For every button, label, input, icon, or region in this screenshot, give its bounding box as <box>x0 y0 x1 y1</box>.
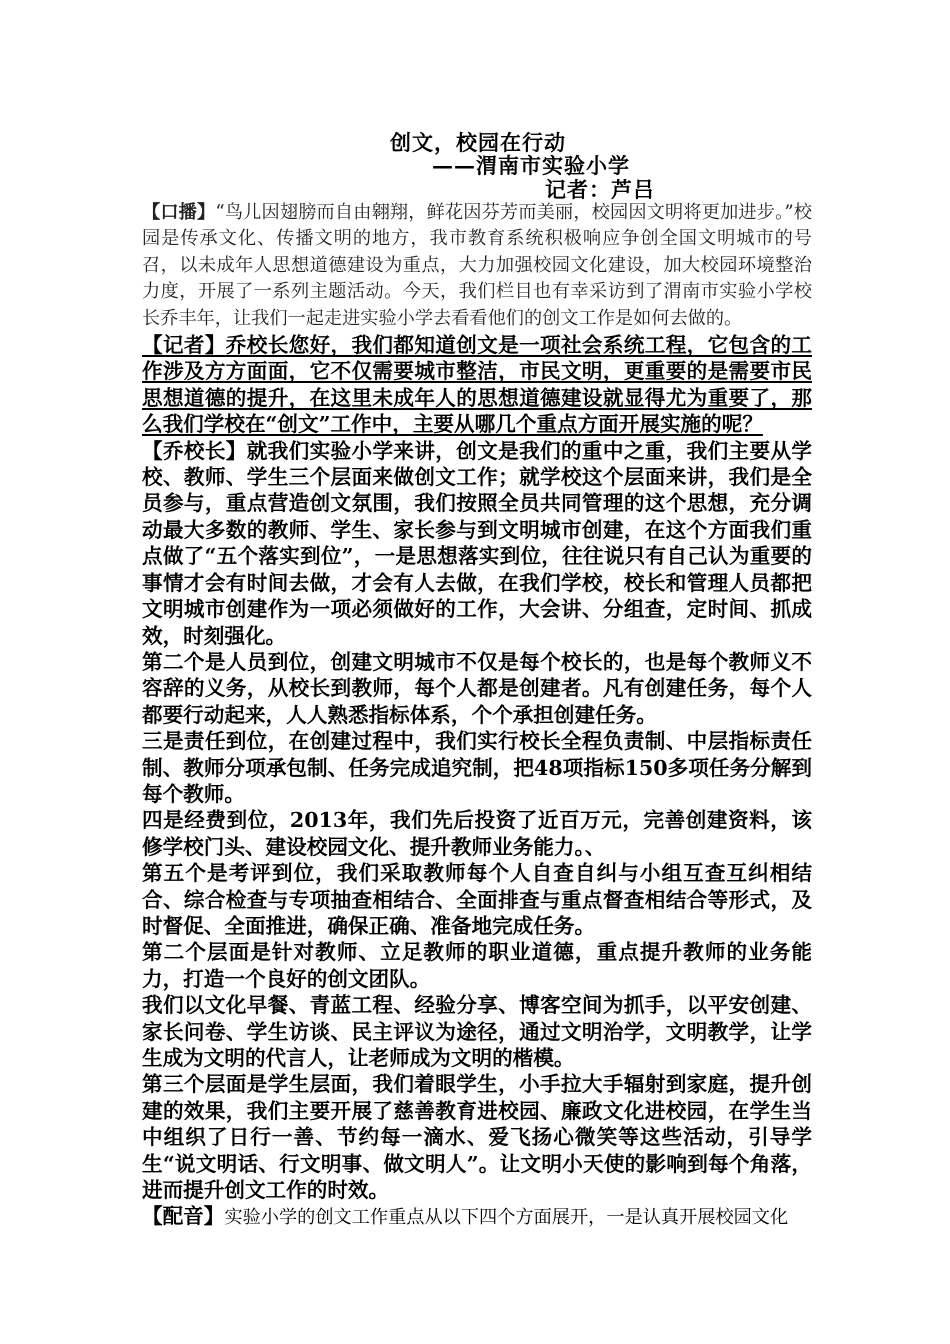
answer-text: 就我们实验小学来讲，创文是我们的重中之重，我们主要从学校、教师、学生三个层面来做创文工作；就学校这个层面来讲，我们是全员参与，重点营造创文氛围，我们按照全员共同管理的这个思想，充分调动最大多数的教师、学生、家长参与到文明城市创建，在这个方面我们重点做了“五个落实到位”，一是思想落实到位，往往说只有自己认为重要的事情才会有时间去做，才会有人去做，在我们学校，校长和管理人员都把文明城市创建作为一项必须做好的工作，大会讲、分组查，定时间、抓成效，时刻强化。 <box>142 438 813 648</box>
answer-paragraph: 我们以文化早餐、青蓝工程、经验分享、博客空间为抓手，以平安创建、家长问卷、学生访谈、民主评议为途径，通过文明治学，文明教学，让学生成为文明的代言人，让老师成为文明的楷模。 <box>142 993 812 1070</box>
answer-paragraph: 三是责任到位，在创建过程中，我们实行校长全程负责制、中层指标责任制、教师分项承包制、任务完成追究制，把48项指标150多项任务分解到每个教师。 <box>142 729 812 806</box>
article-body <box>142 200 812 1232</box>
question-tag: 【记者】 <box>142 333 226 358</box>
reporter-question <box>142 332 812 438</box>
voiceover-paragraph <box>142 1203 812 1231</box>
answer-paragraph: 第五个是考评到位，我们采取教师每个人自查自纠与小组互查互纠相结合、综合检查与专项抽查相结合、全面排查与重点督查相结合等形式，及时督促、全面推进，确保正确、准备地完成任务。 <box>142 861 812 938</box>
answer-paragraph <box>142 438 812 649</box>
answer-paragraph: 第二个是人员到位，创建文明城市不仅是每个校长的，也是每个教师义不容辞的义务，从校长到教师，每个人都是创建者。凡有创建任务，每个人都要行动起来，人人熟悉指标体系，个个承担创建任务。 <box>142 649 812 727</box>
reporter-line: 记者：芦吕 <box>545 177 655 202</box>
answer-tag: 【乔校长】 <box>142 438 247 463</box>
answer-paragraph: 四是经费到位，2013年，我们先后投资了近百万元，完善创建资料，该修学校门头、建设校园文化、提升教师业务能力。、 <box>142 808 812 859</box>
article-title: 创文，校园在行动 <box>390 130 566 155</box>
article-subtitle: ——渭南市实验小学 <box>432 153 630 178</box>
answer-paragraph: 第三个层面是学生层面，我们着眼学生，小手拉大手辐射到家庭，提升创建的效果，我们主要开展了慈善教育进校园、廉政文化进校园，在学生当中组织了日行一善、节约每一滴水、爱飞扬心微笑等这些活动，引导学生“说文明话、行文明事、做文明人”。让文明小天使的影响到每个角落，进而提升创文工作的时效。 <box>142 1072 812 1203</box>
intro-text: “鸟儿因翅膀而自由翱翔，鲜花因芬芳而美丽，校园因文明将更加进步。”校园是传承文化、传播文明的地方，我市教育系统积极响应争创全国文明城市的号召，以未成年人思想道德建设为重点，大力加强校园文化建设，加大校园环境整治力度，开展了一系列主题活动。今天，我们栏目也有幸采访到了渭南市实验小学校长乔丰年，让我们一起走进实验小学去看看他们的创文工作是如何去做的。 <box>142 202 812 329</box>
answer-paragraph: 第二个层面是针对教师、立足教师的职业道德，重点提升教师的业务能力，打造一个良好的创文团队。 <box>142 940 812 991</box>
voiceover-tag: 【配音】 <box>142 1204 225 1229</box>
question-text: 乔校长您好，我们都知道创文是一项社会系统工程，它包含的工作涉及方方面面，它不仅需要城市整洁，市民文明，更重要的是需要市民思想道德的提升，在这里未成年人的思想道德建设就显得尤为重要了，那么我们学校在“创文”工作中，主要从哪几个重点方面开展实施的呢？ <box>142 333 812 437</box>
intro-tag: 【口播】 <box>142 202 216 223</box>
voiceover-text: 实验小学的创文工作重点从以下四个方面展开，一是认真开展校园文化 <box>224 1207 789 1229</box>
intro-paragraph <box>142 200 812 332</box>
